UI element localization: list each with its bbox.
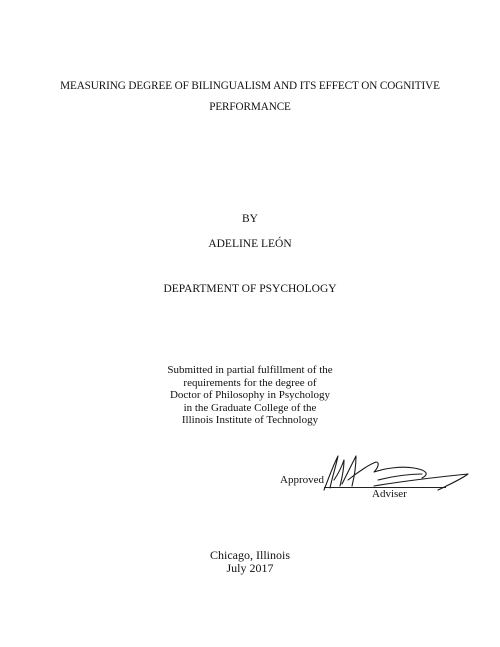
department-name: DEPARTMENT OF PSYCHOLOGY <box>163 283 337 295</box>
thesis-title-line-1: MEASURING DEGREE OF BILINGUALISM AND ITS EFFECT ON COGNITIVE <box>60 80 440 92</box>
submission-line-3: Doctor of Philosophy in Psychology <box>169 389 331 402</box>
submission-line-1: Submitted in partial fulfillment of the <box>167 364 333 376</box>
submission-line-2: requirements for the degree of <box>183 376 317 389</box>
adviser-label: Adviser <box>372 488 407 500</box>
author-name: ADELINE LEÓN <box>208 238 292 250</box>
submission-line-4: in the Graduate College of the <box>183 401 317 414</box>
submission-statement <box>140 364 360 427</box>
adviser-signature <box>318 450 478 500</box>
approved-label: Approved <box>280 474 324 486</box>
by-label: BY <box>242 213 258 225</box>
thesis-title-line-2: PERFORMANCE <box>209 101 291 113</box>
submission-line-5: Illinois Institute of Technology <box>181 414 319 427</box>
location: Chicago, Illinois <box>210 548 290 562</box>
submission-date: July 2017 <box>226 561 274 575</box>
